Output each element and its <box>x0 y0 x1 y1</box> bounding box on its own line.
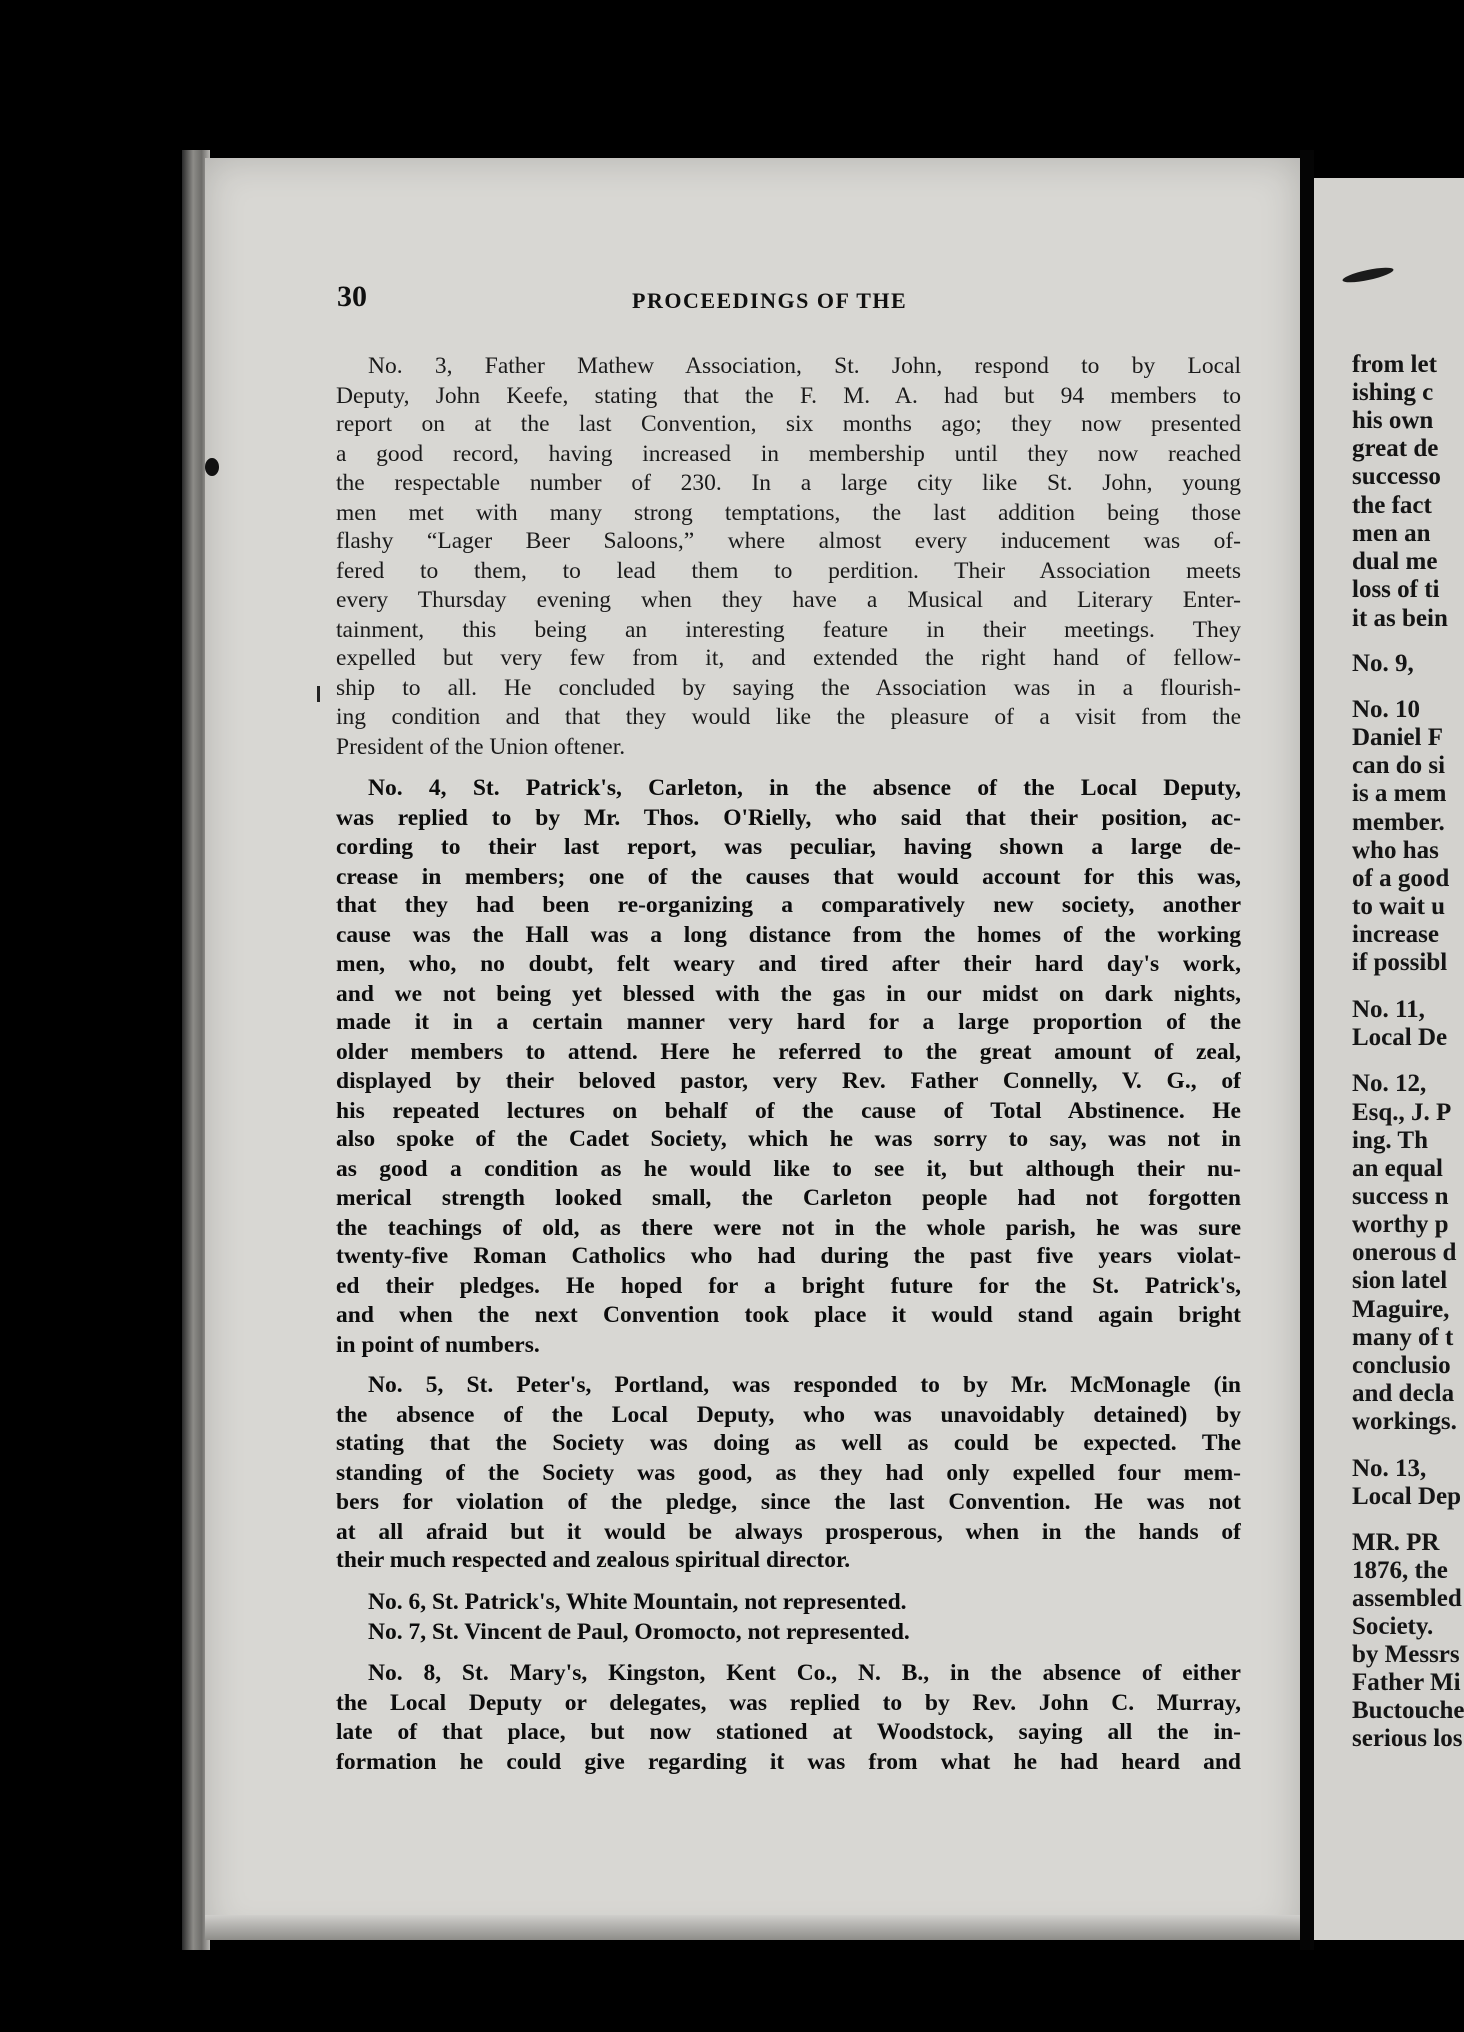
text-line: his repeated lectures on behalf of the cause of Total Abstinence. He <box>336 1100 1241 1124</box>
text-line: expelled but very few from it, and extended the right hand of fellow- <box>336 647 1241 671</box>
text-line: at all afraid but it would be always prosperous, when in the hands of <box>336 1521 1241 1545</box>
text-line: No. 4, St. Patrick's, Carleton, in the absence of the Local Deputy, <box>368 777 1241 801</box>
text-line: ship to all. He concluded by saying the Association was in a flourish- <box>336 677 1241 701</box>
right-page-text-fragment: onerous d <box>1352 1239 1457 1266</box>
page-number: 30 <box>337 280 367 313</box>
text-line: No. 8, St. Mary's, Kingston, Kent Co., N. B., in the absence of either <box>368 1662 1241 1686</box>
right-page-text-fragment: Local De <box>1352 1024 1448 1051</box>
ink-smudge <box>1342 265 1395 286</box>
right-page-text-fragment: serious los <box>1352 1725 1463 1752</box>
text-line: men met with many strong temptations, the last addition being those <box>336 502 1241 526</box>
text-line: the Local Deputy or delegates, was replied to by Rev. John C. Murray, <box>336 1692 1241 1716</box>
text-line: displayed by their beloved pastor, very Rev. Father Connelly, V. G., of <box>336 1070 1241 1094</box>
text-line: fered to them, to lead them to perdition. Their Association meets <box>336 560 1241 584</box>
text-line: ing condition and that they would like the pleasure of a visit from the <box>336 706 1241 730</box>
right-page-text-fragment: MR. PR <box>1352 1529 1440 1556</box>
text-line: as good a condition as he would like to see it, but although their nu- <box>336 1158 1241 1182</box>
text-line: the absence of the Local Deputy, who was unavoidably detained) by <box>336 1404 1241 1428</box>
right-page-text-fragment: can do si <box>1352 752 1446 779</box>
right-page-text-fragment: his own <box>1352 407 1434 434</box>
right-page-text-fragment: from let <box>1352 351 1437 378</box>
right-page-text-fragment: an equal <box>1352 1155 1444 1182</box>
right-page-text-fragment: 1876, the <box>1352 1557 1448 1584</box>
right-page-text-fragment: assembled <box>1352 1585 1462 1612</box>
right-page-text-fragment: No. 9, <box>1352 650 1414 677</box>
right-page <box>1314 178 1464 1940</box>
right-page-text-fragment: Local Dep <box>1352 1483 1462 1510</box>
right-page-text-fragment: of a good <box>1352 865 1450 892</box>
binding-hole <box>205 458 219 476</box>
right-page-text-fragment: and decla <box>1352 1380 1455 1407</box>
text-line: No. 6, St. Patrick's, White Mountain, not represented. <box>368 1591 907 1615</box>
right-page-text-fragment: great de <box>1352 435 1439 462</box>
text-line: that they had been re-organizing a comparatively new society, another <box>336 894 1241 918</box>
right-page-text-fragment: workings. <box>1352 1408 1457 1435</box>
text-line: made it in a certain manner very hard for a large proportion of the <box>336 1011 1241 1035</box>
right-page-text-fragment: successo <box>1352 463 1441 490</box>
right-page-text-fragment: loss of ti <box>1352 576 1440 603</box>
right-page-text-fragment: men an <box>1352 520 1431 547</box>
right-page-text-fragment: by Messrs <box>1352 1641 1460 1668</box>
text-line: No. 5, St. Peter's, Portland, was responded to by Mr. McMonagle (in <box>368 1374 1241 1398</box>
text-line: late of that place, but now stationed at Woodstock, saying all the in- <box>336 1721 1241 1745</box>
text-line: cause was the Hall was a long distance from the homes of the working <box>336 924 1241 948</box>
text-line: President of the Union oftener. <box>336 736 626 760</box>
text-line: also spoke of the Cadet Society, which he was sorry to say, was not in <box>336 1128 1241 1152</box>
right-page-text-fragment: conclusio <box>1352 1352 1451 1379</box>
right-page-text-fragment: No. 13, <box>1352 1455 1427 1482</box>
right-page-text-fragment: sion latel <box>1352 1267 1448 1294</box>
right-page-text-fragment: the fact <box>1352 492 1432 519</box>
right-page-text-fragment: if possibl <box>1352 949 1448 976</box>
text-line: standing of the Society was good, as they had only expelled four mem- <box>336 1462 1241 1486</box>
right-page-text-fragment: success n <box>1352 1183 1449 1210</box>
text-line: men, who, no doubt, felt weary and tired after their hard day's work, <box>336 953 1241 977</box>
text-line: stating that the Society was doing as well as could be expected. The <box>336 1432 1241 1456</box>
text-line: their much respected and zealous spiritual director. <box>336 1549 851 1573</box>
text-line: every Thursday evening when they have a Musical and Literary Enter- <box>336 589 1241 613</box>
text-line: cording to their last report, was peculiar, having shown a large de- <box>336 836 1241 860</box>
right-page-text-fragment: Esq., J. P <box>1352 1099 1452 1126</box>
page-gutter <box>1300 150 1314 1950</box>
text-line: Deputy, John Keefe, stating that the F. M. A. had but 94 members to <box>336 385 1241 409</box>
right-page-text-fragment: is a mem <box>1352 780 1447 807</box>
right-page-text-fragment: who has <box>1352 837 1439 864</box>
right-page-text-fragment: dual me <box>1352 548 1438 575</box>
right-page-text-fragment: many of t <box>1352 1324 1454 1351</box>
right-page-text-fragment: ishing c <box>1352 379 1434 406</box>
text-line: merical strength looked small, the Carleton people had not forgotten <box>336 1187 1241 1211</box>
right-page-text-fragment: it as bein <box>1352 605 1448 632</box>
right-page-text-fragment: Daniel F <box>1352 724 1443 751</box>
text-line: tainment, this being an interesting feature in their meetings. They <box>336 619 1241 643</box>
text-line: ed their pledges. He hoped for a bright future for the St. Patrick's, <box>336 1275 1241 1299</box>
right-page-text-fragment: No. 10 <box>1352 696 1421 723</box>
text-line: report on at the last Convention, six months ago; they now presented <box>336 413 1241 437</box>
text-line: the teachings of old, as there were not in the whole parish, he was sure <box>336 1217 1241 1241</box>
margin-mark <box>317 686 320 702</box>
right-page-text-fragment: No. 12, <box>1352 1070 1427 1097</box>
right-page-text-fragment: member. <box>1352 809 1445 836</box>
right-page-text-fragment: No. 11, <box>1352 996 1425 1023</box>
right-page-text-fragment: Buctouche <box>1352 1697 1464 1724</box>
text-line: twenty-five Roman Catholics who had during the past five years violat- <box>336 1245 1241 1269</box>
text-line: formation he could give regarding it was from what he had heard and <box>336 1751 1241 1775</box>
right-page-text-fragment: ing. Th <box>1352 1127 1428 1154</box>
right-page-text-fragment: worthy p <box>1352 1211 1449 1238</box>
right-page-text-fragment: Father Mi <box>1352 1669 1461 1696</box>
text-line: bers for violation of the pledge, since the last Convention. He was not <box>336 1491 1241 1515</box>
text-line: No. 7, St. Vincent de Paul, Oromocto, not represented. <box>368 1621 910 1645</box>
text-line: flashy “Lager Beer Saloons,” where almost every inducement was of- <box>336 530 1241 554</box>
text-line: in point of numbers. <box>336 1334 540 1358</box>
text-line: was replied to by Mr. Thos. O'Rielly, who said that their position, ac- <box>336 807 1241 831</box>
left-page-bottom-edge <box>205 1915 1300 1940</box>
text-line: a good record, having increased in membership until they now reached <box>336 443 1241 467</box>
text-line: and we not being yet blessed with the gas in our midst on dark nights, <box>336 983 1241 1007</box>
right-page-text-fragment: increase <box>1352 921 1440 948</box>
right-page-text-fragment: Maguire, <box>1352 1296 1450 1323</box>
text-line: No. 3, Father Mathew Association, St. John, respond to by Local <box>368 355 1241 379</box>
text-line: crease in members; one of the causes that would account for this was, <box>336 866 1241 890</box>
right-page-text-fragment: to wait u <box>1352 893 1446 920</box>
text-line: and when the next Convention took place it would stand again bright <box>336 1304 1241 1328</box>
text-line: older members to attend. Here he referred to the great amount of zeal, <box>336 1041 1241 1065</box>
text-line: the respectable number of 230. In a large city like St. John, young <box>336 472 1241 496</box>
right-page-text-fragment: Society. <box>1352 1613 1434 1640</box>
running-head: PROCEEDINGS OF THE <box>632 288 908 313</box>
